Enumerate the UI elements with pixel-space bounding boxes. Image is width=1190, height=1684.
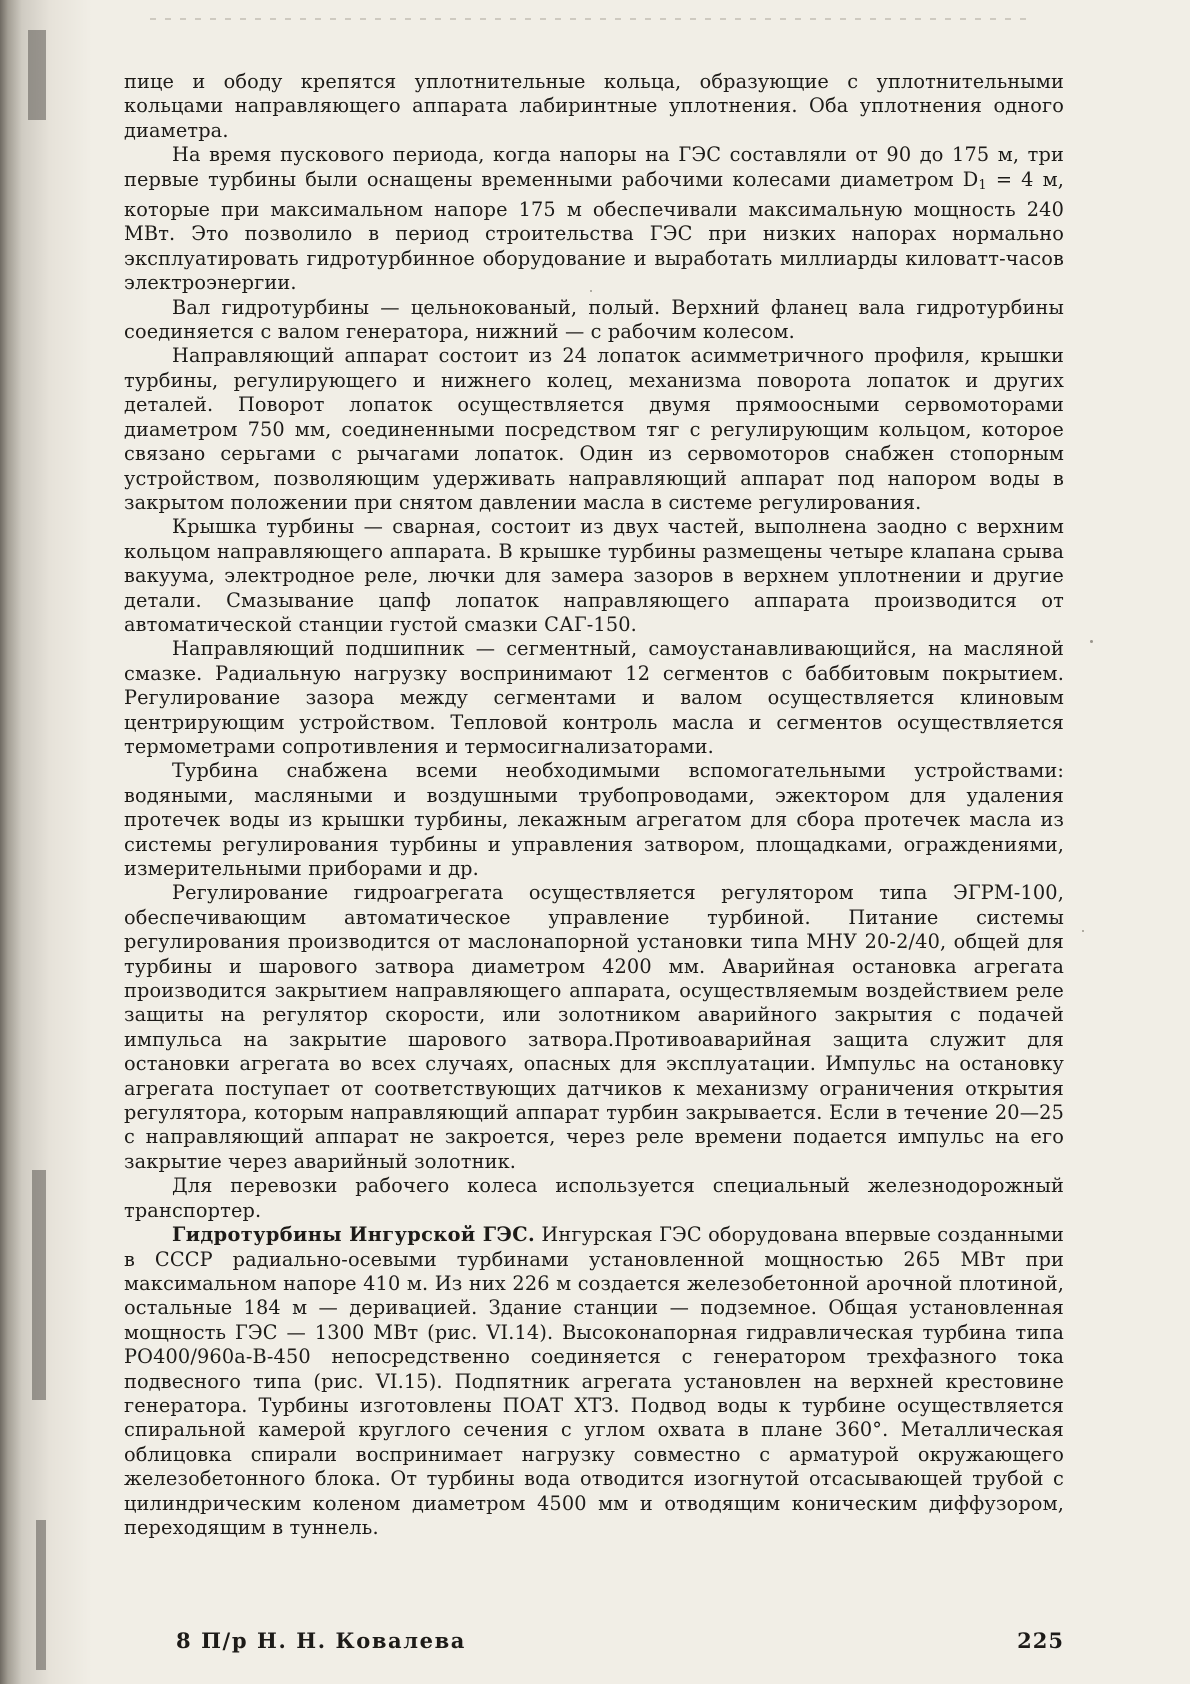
paragraph-turbine-shaft: Вал гидротурбины — цельнокованый, полый. Верхний фланец вала гидротурбины соединяется с валом генератора, нижний — с рабочим колесом.: [124, 295, 1064, 344]
paragraph-transport: Для перевозки рабочего колеса используется специальный железнодорожный транспортер.: [124, 1174, 1064, 1222]
scan-speck: [1082, 930, 1084, 932]
paragraph-inguri-hpp: Гидротурбины Ингурской ГЭС. Ингурская ГЭС оборудована впервые созданными в СССР радиально-осевыми турбинами установленной мощностью 265 МВт при максимальном напоре 410 м. Из них 226 м создается железобетонной арочной плотиной, остальные 184 м — деривацией. Здание станции — подземное. Общая установленная мощность ГЭС — 1300 МВт (рис. VI.14). Высоконапорная гидравлическая турбина типа РО400/960а-В-450 непосредственно соединяется с генератором трехфазного тока подвесного типа (рис. VI.15). Подпятник агрегата установлен на верхней крестовине генератора. Турбины изготовлены ПОАТ ХТЗ. Подвод воды к турбине осуществляется спиральной камерой круглого сечения с углом охвата в плане 360°. Металлическая облицовка спирали воспринимает нагрузку совместно с арматурой окружающего железобетонного блока. От турбины вода отводится изогнутой отсасывающей трубой с цилиндрическим коленом диаметром 4500 мм и отводящим коническим диффузором, переходящим в туннель.: [124, 1223, 1064, 1539]
binding-shadow-mark: [36, 1520, 46, 1670]
body-text: [124, 70, 1064, 1540]
paragraph-turbine-cover: Крышка турбины — сварная, состоит из двух частей, выполнена заодно с верхним кольцом направляющего аппарата. В крышке турбины размещены четыре клапана срыва вакуума, электродное реле, лючки для замера зазоров в верхнем уплотнении и другие детали. Смазывание цапф лопаток направляющего аппарата производится от автоматической станции густой смазки САГ-150.: [124, 515, 1064, 636]
paragraph-startup-period: На время пускового периода, когда напоры на ГЭС составляли от 90 до 175 м, три первые турбины были оснащены временными рабочими колесами диаметром $D_1 = 4$ м, которые при максимальном напоре 175 м обеспечивали максимальную мощность 240 МВт. Это позволило в период строительства ГЭС при низких напорах нормально эксплуатировать гидротурбинное оборудование и выработать миллиарды киловатт-часов электроэнергии.: [124, 143, 1064, 295]
printer-signature: 8 П/р Н. Н. Ковалева: [176, 1628, 467, 1653]
page-number: 225: [1017, 1628, 1064, 1653]
book-binding-edge: [0, 0, 92, 1684]
binding-shadow-mark: [28, 30, 46, 120]
paragraph-continuation: пице и ободу крепятся уплотнительные кольца, образующие с уплотнительными кольцами направляющего аппарата лабиринтные уплотнения. Оба уплотнения одного диаметра.: [124, 70, 1064, 142]
paragraph-auxiliary-devices: Турбина снабжена всеми необходимыми вспомогательными устройствами: водяными, масляными и воздушными трубопроводами, эжектором для удаления протечек воды из крышки турбины, лекажным агрегатом для сбора протечек масла из системы регулирования турбины и управления затвором, площадками, ограждениями, измерительными приборами и др.: [124, 759, 1064, 880]
scan-speck: [1090, 640, 1093, 643]
paragraph-guide-apparatus: Направляющий аппарат состоит из 24 лопаток асимметричного профиля, крышки турбины, регулирующего и нижнего колец, механизма поворота лопаток и других деталей. Поворот лопаток осуществляется двумя прямоосными сервомоторами диаметром 750 мм, соединенными посредством тяг с регулирующим кольцом, которое связано серьгами с рычагами лопаток. Один из сервомоторов снабжен стопорным устройством, позволяющим удерживать направляющий аппарат под напором воды в закрытом положении при снятом давлении масла в системе регулирования.: [124, 344, 1064, 514]
binding-shadow-mark: [32, 1170, 46, 1400]
paragraph-regulation: Регулирование гидроагрегата осуществляется регулятором типа ЭГРМ-100, обеспечивающим автоматическое управление турбиной. Питание системы регулирования производится от маслонапорной установки типа МНУ 20-2/40, общей для турбины и шарового затвора диаметром 4200 мм. Аварийная остановка агрегата производится закрытием направляющего аппарата, осуществляемым воздействием реле защиты на регулятор скорости, или золотником аварийного закрытия с подачей импульса на закрытие шарового затвора.Противоаварийная защита служит для остановки агрегата во всех случаях, опасных для эксплуатации. Импульс на остановку агрегата поступает от соответствующих датчиков к механизму ограничения открытия регулятора, которым направляющий аппарат турбин закрывается. Если в течение 20—25 с направляющий аппарат не закроется, через реле времени подается импульс на его закрытие через аварийный золотник.: [124, 881, 1064, 1173]
paragraph-guide-bearing: Направляющий подшипник — сегментный, самоустанавливающийся, на масляной смазке. Радиальную нагрузку воспринимают 12 сегментов с баббитовым покрытием. Регулирование зазора между сегментами и валом осуществляется клиновым центрирующим устройством. Тепловой контроль масла и сегментов осуществляется термометрами сопротивления и термосигнализаторами.: [124, 637, 1064, 758]
subscript: 1: [978, 177, 987, 193]
page-footer: [124, 1628, 1064, 1658]
section-run-in-heading: Гидротурбины Ингурской ГЭС.: [172, 1223, 536, 1247]
scan-noise-line: [150, 18, 1030, 20]
